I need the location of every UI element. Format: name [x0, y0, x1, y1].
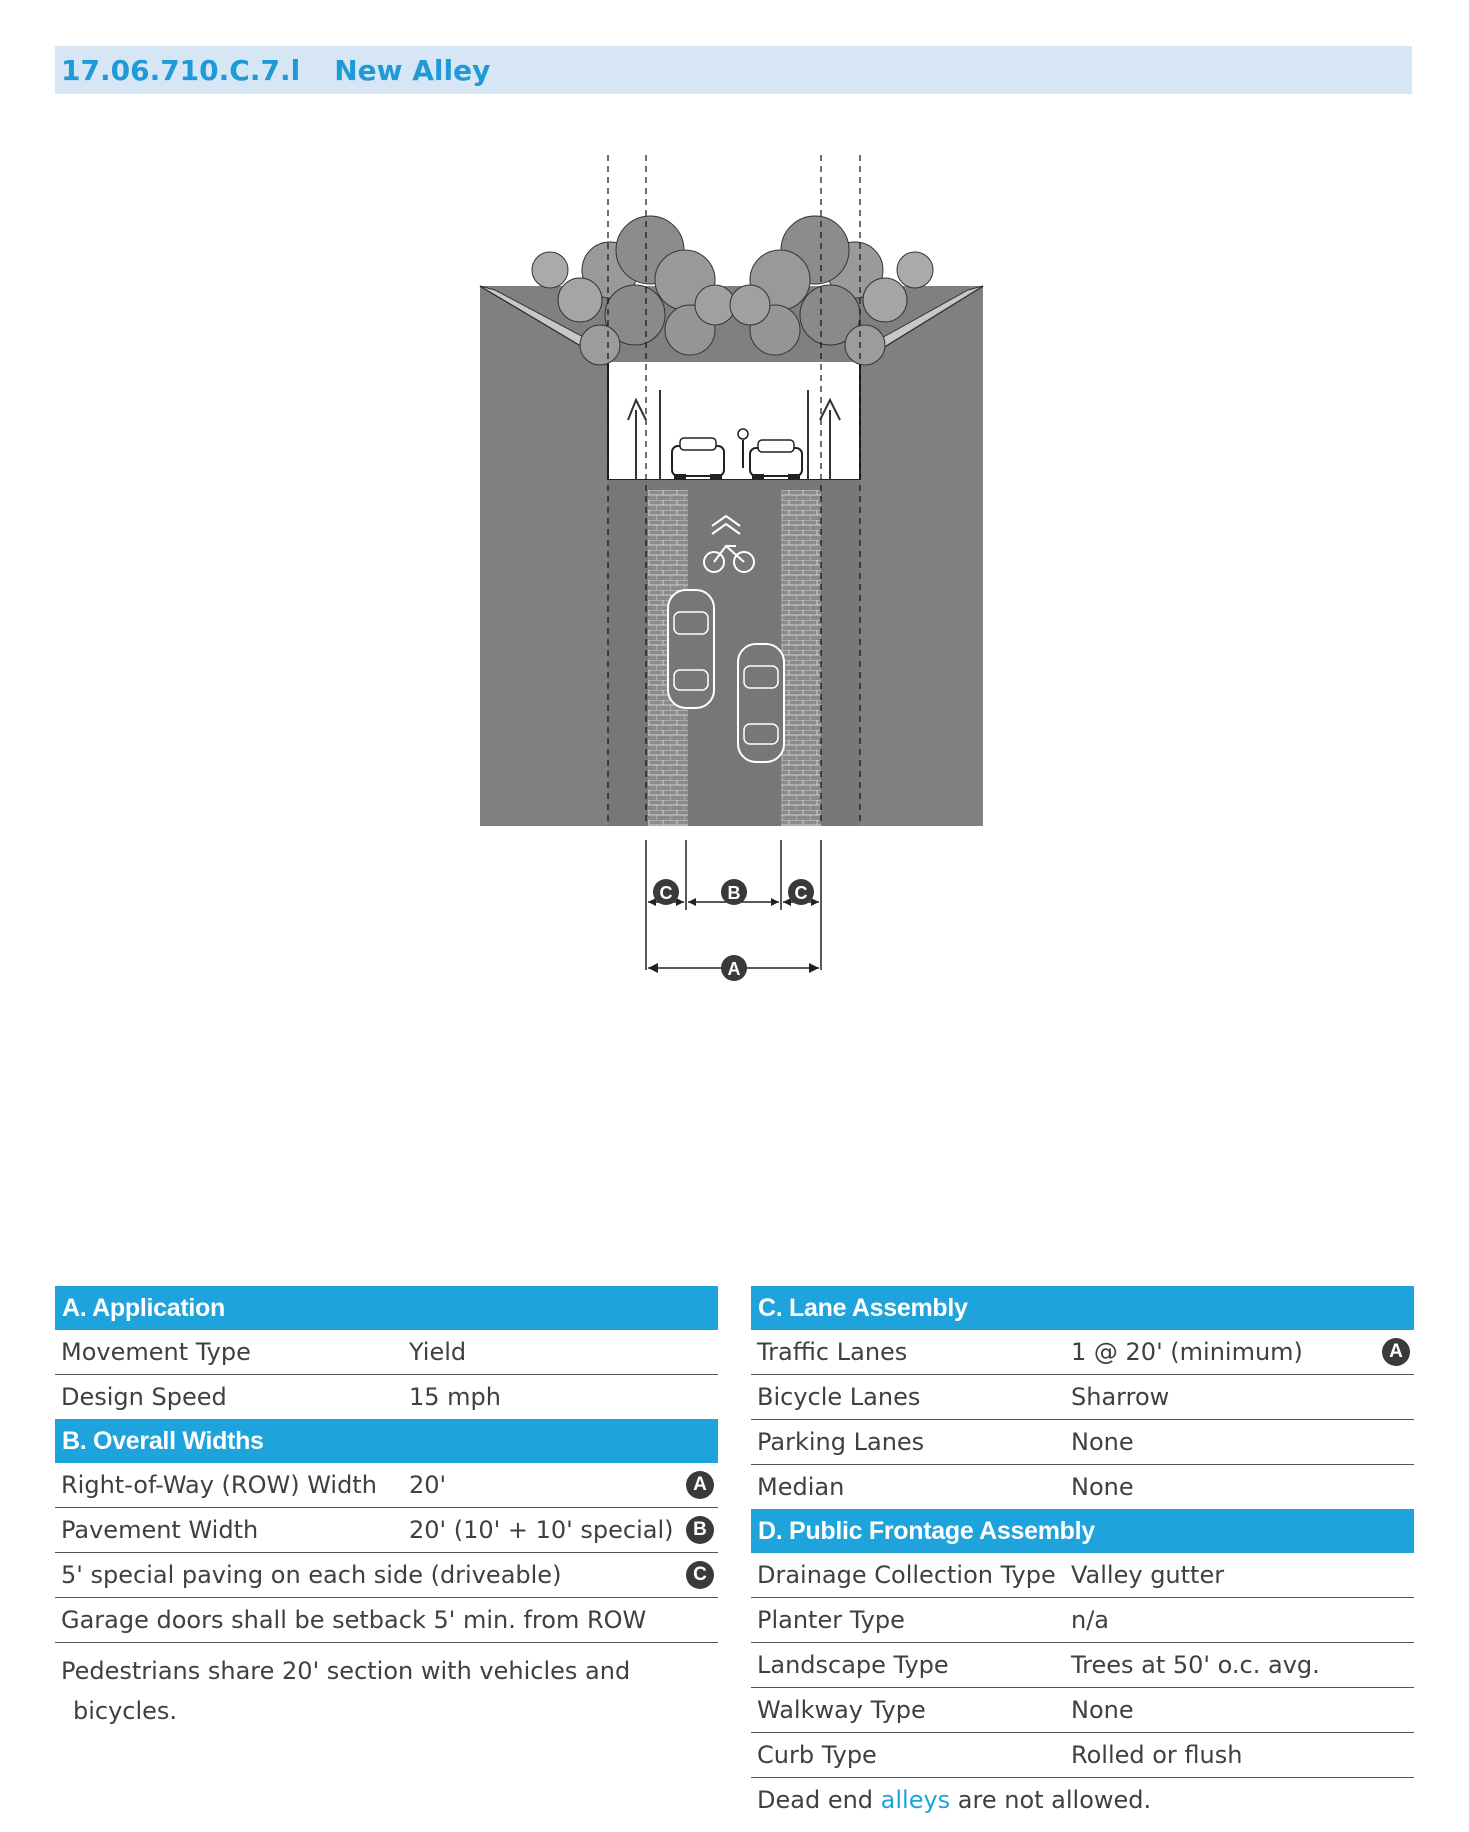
table-row: Pedestrians share 20' section with vehicles and bicycles.: [61, 1657, 631, 1725]
left-table-column: [55, 1286, 718, 1727]
dimension-badge-c-right: [788, 879, 814, 905]
table-row: Right-of-Way (ROW) Width 20' A: [55, 1463, 718, 1508]
table-row: Walkway Type None: [751, 1688, 1414, 1733]
table-row: Bicycle Lanes Sharrow: [751, 1375, 1414, 1420]
table-row: Landscape Type Trees at 50' o.c. avg.: [751, 1643, 1414, 1688]
alley-diagram: [460, 150, 1020, 990]
badge-a: A: [1382, 1338, 1410, 1366]
table-row: 5' special paving on each side (driveable) C: [55, 1553, 718, 1598]
special-paving-right: [781, 490, 821, 826]
svg-text:C: C: [794, 883, 808, 903]
badge-a: A: [686, 1471, 714, 1499]
table-row: Curb Type Rolled or flush: [751, 1733, 1414, 1778]
right-table-column: [751, 1286, 1414, 1822]
table-row: Parking Lanes None: [751, 1420, 1414, 1465]
alleys-link[interactable]: alleys: [880, 1786, 951, 1814]
application-header: A. Application: [55, 1286, 718, 1330]
dimension-lines: [646, 840, 821, 970]
badge-b: B: [686, 1516, 714, 1544]
svg-text:A: A: [727, 959, 741, 979]
table-row: Median None: [757, 1473, 1134, 1501]
table-row: Traffic Lanes 1 @ 20' (minimum) A: [751, 1330, 1414, 1375]
table-row: Movement Type Yield: [55, 1330, 718, 1375]
dimension-badge-b: [721, 879, 747, 905]
section-header: [55, 46, 1412, 94]
svg-text:C: C: [659, 883, 673, 903]
dead-end-note: Dead end alleys are not allowed.: [757, 1786, 1152, 1814]
alley-diagram-svg: [460, 150, 1020, 990]
dimension-badge-a: [721, 955, 747, 981]
lane-assembly-header: C. Lane Assembly: [751, 1286, 1414, 1330]
car-rear-left-icon: [672, 438, 724, 482]
table-row: Drainage Collection Type Valley gutter: [751, 1553, 1414, 1598]
table-row: Pavement Width 20' (10' + 10' special) B: [55, 1508, 718, 1553]
overall-widths-header: B. Overall Widths: [55, 1419, 718, 1463]
section-title: New Alley: [334, 53, 491, 87]
public-frontage-header: D. Public Frontage Assembly: [751, 1509, 1414, 1553]
badge-c: C: [686, 1561, 714, 1589]
dimension-badge-c-left: [653, 879, 679, 905]
section-number: 17.06.710.C.7.l: [61, 53, 301, 87]
car-rear-right-icon: [750, 440, 802, 482]
table-row: Garage doors shall be setback 5' min. from ROW: [55, 1598, 718, 1643]
car-plan-left-icon: [668, 590, 714, 708]
svg-text:B: B: [727, 883, 741, 903]
car-plan-right-icon: [738, 644, 784, 762]
table-row: Planter Type n/a: [751, 1598, 1414, 1643]
table-row: Design Speed 15 mph: [61, 1383, 501, 1411]
